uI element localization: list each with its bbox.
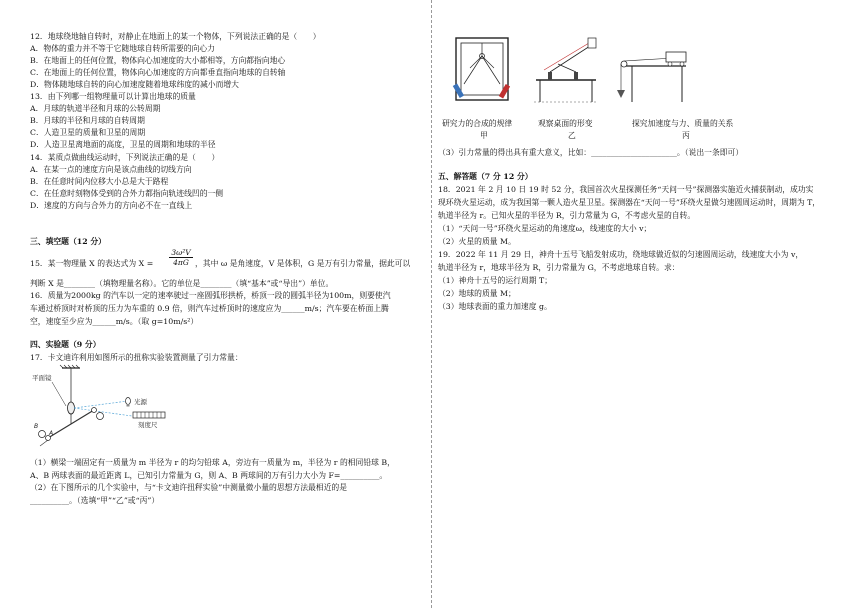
question-14: 14．某质点做曲线运动时，下列说法正确的是（ ） [30,153,220,162]
q14-option-b: B．在任意时间内位移大小总是大于路程 [30,177,169,186]
question-18-line1: 18．2021 年 2 月 10 日 19 时 52 分，我国首次火星探测任务“天问一号”探测器实施近火捕获制动，成功实 [438,185,814,194]
light-beam-in [74,401,128,408]
question-15-middle: ，其中 ω 是角速度，V 是体积，G 是万有引力常量，据此可以 [195,259,411,268]
q19-sub1: （1）神舟十五号的运行周期 T； [438,276,552,285]
large-ball-b-shape [39,431,46,438]
question-12: 12．地球绕地轴自转时，对静止在地面上的某一个物体，下列说法正确的是（ ） [30,32,321,41]
torsion-balance-figure [32,364,192,454]
label-a: A [49,430,54,437]
q13-option-c: C．人造卫星的质量和卫星的周期 [30,128,146,137]
q13-option-b: B．月球的半径和月球的自转周期 [30,116,145,125]
question-13: 13．由下列哪一组物理量可以计算出地球的质量 [30,92,196,101]
q14-option-a: A．在某一点的速度方向是该点曲线的切线方向 [30,165,192,174]
question-19-line2: 轨道半径为 r，地球半径为 R，引力常量为 G，不考虑地球自转。求： [438,263,680,272]
column-divider [431,0,432,608]
experiment-figures [448,34,688,110]
caption-jia-line2: 甲 [480,131,488,140]
q17-part2-line1: （2）在下图所示的几个实验中，与“卡文迪许扭秤实验”中测量微小量的思想方法最相近的是 [30,483,348,492]
q12-option-c: C．在地面上的任何位置，物体向心加速度的方向都垂直指向地球的自转轴 [30,68,286,77]
label-scale: 刻度尺 [138,421,158,429]
large-ball-far-shape [97,413,104,420]
caption-bing-line2: 丙 [682,131,690,140]
question-16-line3: 空，速度至少应为______m/s。（取 g=10m/s²） [30,317,199,326]
q12-option-d: D．物体随地球自转的向心加速度随着地球纬度的减小而增大 [30,80,239,89]
q12-option-a: A．物体的重力并不等于它随地球自转所需要的向心力 [30,44,215,53]
q17-part1-line2: A、B 两球表面的最近距离 L，已知引力常量为 G，则 A、B 两球间的万有引力大小为 F=__________。 [30,471,388,480]
q15-formula-denominator: 4πG [173,258,189,267]
light-source-icon [126,398,131,407]
section-5-heading: 五、解答题（7 分 12 分） [438,172,533,181]
question-18-line2: 现环绕火星运动，成为我国第一颗人造火星卫星。探测器在“天问一号”环绕火星做匀速圆周运动时，周期为 T， [438,198,821,207]
question-16-line2: 车通过桥顶时对桥顶的压力为车重的 0.9 倍，则汽车过桥顶时的速度应为______m/s；汽车要在桥面上腾 [30,304,389,313]
caption-yi-line2: 乙 [568,131,576,140]
question-19-line1: 19．2022 年 11 月 29 日，神舟十五号飞船发射成功，绕地球做近似的匀速圆周运动，线速度大小为 v， [438,250,804,259]
caption-jia-line1: 研究力的合成的规律 [442,119,513,128]
caption-yi-line1: 观察桌面的形变 [538,119,593,128]
ceiling-mount [60,365,80,368]
q18-sub2: （2）火星的质量 M。 [438,237,516,246]
q19-sub2: （2）地球的质量 M； [438,289,516,298]
figure-bing-acceleration [617,52,686,102]
q14-option-d: D．速度的方向与合外力的方向必不在一直线上 [30,201,193,210]
section-3-heading: 三、填空题（12 分） [30,237,106,246]
label-mirror: 平面镜 [32,374,52,382]
q15-formula [169,248,193,267]
figure-jia-force-board [453,38,510,100]
q13-option-a: A．月球的轨道半径和月球的公转周期 [30,104,161,113]
q17-part3: （3）引力常量的得出具有重大意义，比如：______________________。（说出一条即可） [438,148,744,157]
question-16-line1: 16．质量为2000kg 的汽车以一定的速率驶过一座圆弧形拱桥，桥顶一段的圆弧半径为100m，则要使汽 [30,291,391,300]
scale-ruler-shape [133,412,165,418]
q17-part2-line2: __________。（选填“甲”“乙”或“丙”） [30,496,160,505]
q17-part1-line1: （1）横梁一端固定有一质量为 m 半径为 r 的均匀铅球 A，旁边有一质量为 m，半径为 r 的相同铅球 B， [30,458,395,467]
q14-option-c: C．在任意时刻物体受到的合外力都指向轨迹线凹的一侧 [30,189,224,198]
caption-bing-line1: 探究加速度与力、质量的关系 [632,119,734,128]
section-4-heading: 四、实验题（9 分） [30,340,101,349]
question-17: 17．卡文迪许利用如图所示的扭称实验装置测量了引力常量： [30,353,243,362]
q15-formula-numerator: 3ω²V [169,248,193,258]
label-b: B [34,423,39,430]
figure-yi-table-deformation [534,38,598,102]
mirror-shape [68,402,75,414]
q13-option-d: D．人造卫星离地面的高度，卫星的周期和地球的半径 [30,140,216,149]
ball-support [40,440,48,446]
label-light-source: 光源 [134,398,147,406]
q18-sub1: （1）“天问一号”环绕火星运动的角速度ω，线速度的大小 v； [438,224,652,233]
question-15-start: 15．某一物理量 X 的表达式为 X = [30,259,154,268]
q19-sub3: （3）地球表面的重力加速度 g。 [438,302,552,311]
question-18-line3: 轨道半径为 r。已知火星的半径为 R，引力常量为 G，不考虑火星的自转。 [438,211,696,220]
q12-option-b: B．在地面上的任何位置，物体向心加速度的大小都相等，方向都指向地心 [30,56,286,65]
label-mirror-leader [52,382,66,406]
question-15-end: 判断 X 是________（填物理量名称）。它的单位是________（填“基本”或“导出”）单位。 [30,279,334,288]
small-ball-far-shape [92,408,97,413]
